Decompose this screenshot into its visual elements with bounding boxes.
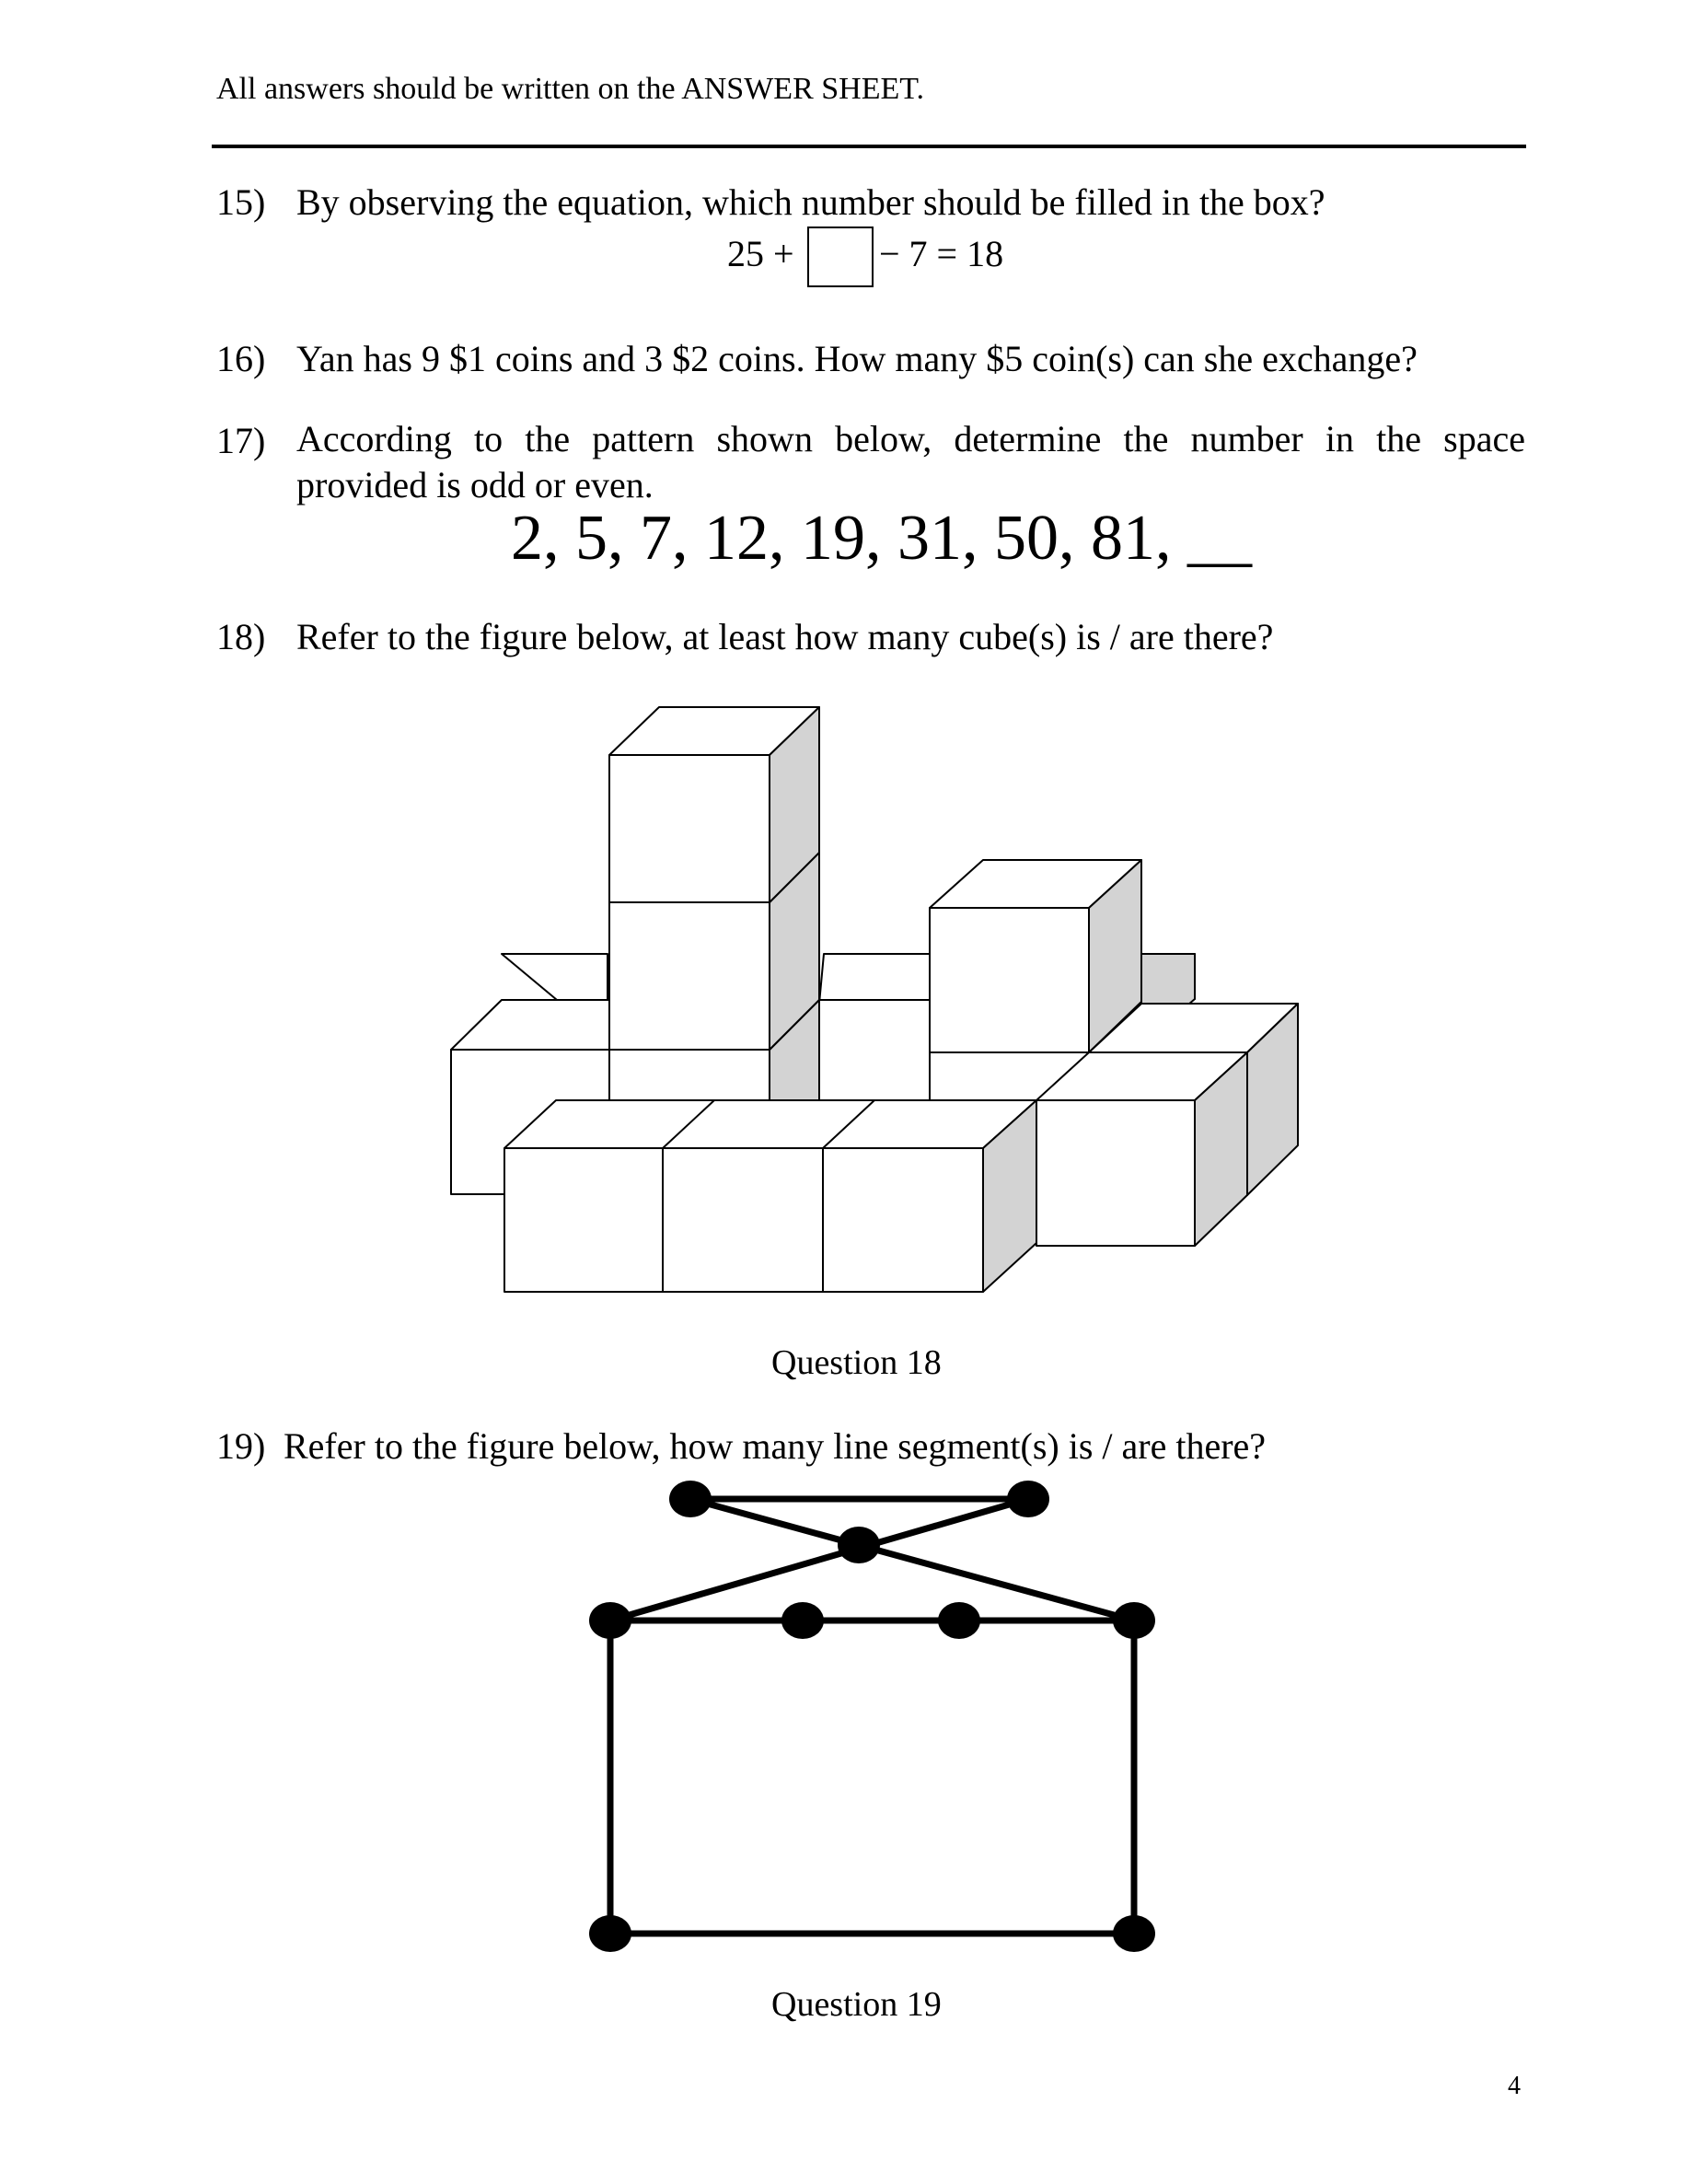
question-18-caption: Question 18 (771, 1343, 942, 1382)
question-17-number: 17) (216, 420, 266, 461)
question-16-text: Yan has 9 $1 coins and 3 $2 coins. How many $5 coin(s) can she exchange? (296, 338, 1418, 379)
question-18-number: 18) (216, 616, 266, 657)
point-rect-bottom-right (1113, 1915, 1155, 1952)
point-top-right (1007, 1481, 1049, 1517)
question-15-number: 15) (216, 181, 266, 223)
question-18-text: Refer to the figure below, at least how many cube(s) is / are there? (296, 616, 1274, 657)
points (589, 1481, 1155, 1952)
point-rect-bottom-left (589, 1915, 631, 1952)
answer-sheet-instruction: All answers should be written on the ANSWER SHEET. (216, 72, 925, 106)
equation-right: − 7 = 18 (879, 233, 1004, 274)
question-19-number: 19) (216, 1425, 266, 1467)
equation-left: 25 + (727, 233, 794, 274)
question-17-text-line2: provided is odd or even. (296, 464, 654, 505)
segments (610, 1499, 1134, 1934)
point-crossing (838, 1527, 880, 1563)
point-rect-top-mid1 (781, 1602, 824, 1639)
question-19-caption: Question 19 (771, 1985, 942, 2024)
question-19-text: Refer to the figure below, how many line segment(s) is / are there? (284, 1425, 1267, 1467)
question-16-number: 16) (216, 338, 266, 379)
point-top-left (669, 1481, 712, 1517)
question-15-text: By observing the equation, which number should be filled in the box? (296, 181, 1325, 223)
point-rect-top-left (589, 1602, 631, 1639)
number-sequence: 2, 5, 7, 12, 19, 31, 50, 81, __ (511, 503, 1252, 574)
point-rect-top-right (1113, 1602, 1155, 1639)
page-number: 4 (1508, 2072, 1521, 2100)
point-rect-top-mid2 (938, 1602, 980, 1639)
question-17-text-line1: According to the pattern shown below, determine the number in the space (296, 418, 1525, 459)
